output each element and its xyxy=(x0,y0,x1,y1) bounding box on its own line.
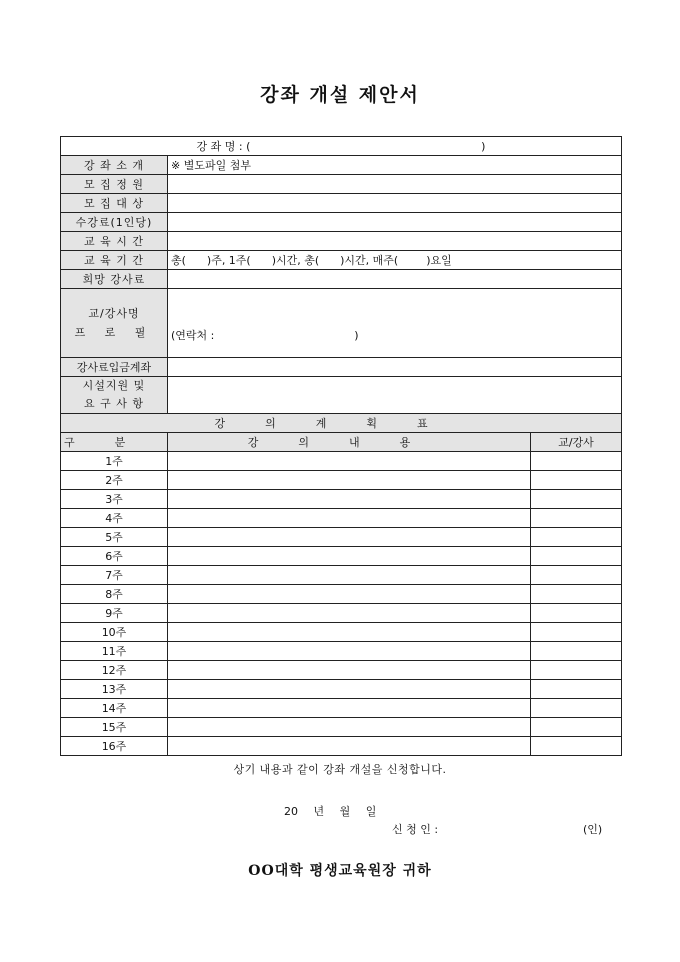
facility-value[interactable] xyxy=(168,377,622,414)
row-label: 강 좌 소 개 xyxy=(61,156,168,175)
week-label: 14주 xyxy=(61,699,168,718)
account-value[interactable] xyxy=(168,358,622,377)
week-content-cell[interactable] xyxy=(168,737,531,756)
week-content-cell[interactable] xyxy=(168,585,531,604)
plan-header-row xyxy=(61,433,622,452)
week-content-cell[interactable] xyxy=(168,547,531,566)
profile-label xyxy=(61,289,168,358)
profile-row xyxy=(61,289,622,358)
seal-label: (인) xyxy=(583,823,603,836)
week-instructor-cell[interactable] xyxy=(531,490,622,509)
date-line[interactable]: 20 년 월 일 xyxy=(284,805,377,818)
header-content-text: 강의내용 xyxy=(247,435,451,449)
week-instructor-cell[interactable] xyxy=(531,699,622,718)
plan-title-text: 강의계획표 xyxy=(214,416,468,430)
week-row xyxy=(61,642,622,661)
info-row xyxy=(61,232,622,251)
week-row xyxy=(61,585,622,604)
info-row xyxy=(61,156,622,175)
week-row xyxy=(61,509,622,528)
week-row xyxy=(61,490,622,509)
week-instructor-cell[interactable] xyxy=(531,452,622,471)
week-row xyxy=(61,661,622,680)
week-instructor-cell[interactable] xyxy=(531,585,622,604)
row-value[interactable]: 총( )주, 1주( )시간, 총( )시간, 매주( )요일 xyxy=(168,251,622,270)
week-label: 10주 xyxy=(61,623,168,642)
plan-title-row xyxy=(61,414,622,433)
contact-field[interactable]: (연락처 : ) xyxy=(171,329,359,342)
week-content-cell[interactable] xyxy=(168,623,531,642)
week-row xyxy=(61,699,622,718)
week-content-cell[interactable] xyxy=(168,699,531,718)
week-row xyxy=(61,452,622,471)
profile-label-line1: 교/강사명 xyxy=(88,307,140,320)
week-content-cell[interactable] xyxy=(168,661,531,680)
week-row xyxy=(61,737,622,756)
row-value[interactable] xyxy=(168,232,622,251)
week-label: 8주 xyxy=(61,585,168,604)
week-instructor-cell[interactable] xyxy=(531,661,622,680)
row-label: 교 육 시 간 xyxy=(61,232,168,251)
row-value[interactable] xyxy=(168,194,622,213)
account-row xyxy=(61,358,622,377)
info-row xyxy=(61,175,622,194)
account-label: 강사료입금계좌 xyxy=(61,358,168,377)
profile-label-line2: 프 로 필 xyxy=(74,326,154,339)
week-instructor-cell[interactable] xyxy=(531,604,622,623)
facility-label xyxy=(61,377,168,414)
week-content-cell[interactable] xyxy=(168,452,531,471)
week-label: 1주 xyxy=(61,452,168,471)
week-instructor-cell[interactable] xyxy=(531,737,622,756)
week-label: 4주 xyxy=(61,509,168,528)
info-row xyxy=(61,251,622,270)
week-content-cell[interactable] xyxy=(168,566,531,585)
week-row xyxy=(61,547,622,566)
row-value[interactable]: ※ 별도파일 첨부 xyxy=(168,156,622,175)
facility-label-line2: 요 구 사 항 xyxy=(84,397,144,410)
week-label: 15주 xyxy=(61,718,168,737)
header-division xyxy=(61,433,168,452)
info-row xyxy=(61,270,622,289)
week-label: 12주 xyxy=(61,661,168,680)
header-content xyxy=(168,433,531,452)
week-content-cell[interactable] xyxy=(168,528,531,547)
document-title: 강좌 개설 제안서 xyxy=(260,84,420,106)
week-content-cell[interactable] xyxy=(168,471,531,490)
week-label: 7주 xyxy=(61,566,168,585)
week-instructor-cell[interactable] xyxy=(531,680,622,699)
header-instructor: 교/강사 xyxy=(531,433,622,452)
week-content-cell[interactable] xyxy=(168,490,531,509)
week-row xyxy=(61,623,622,642)
week-content-cell[interactable] xyxy=(168,642,531,661)
week-row xyxy=(61,566,622,585)
row-label: 모 집 정 원 xyxy=(61,175,168,194)
facility-label-line1: 시설지원 및 xyxy=(82,379,146,392)
week-row xyxy=(61,471,622,490)
week-instructor-cell[interactable] xyxy=(531,509,622,528)
course-name-field[interactable]: 강 좌 명 : ( ) xyxy=(61,137,622,156)
week-label: 9주 xyxy=(61,604,168,623)
info-row xyxy=(61,194,622,213)
week-label: 13주 xyxy=(61,680,168,699)
facility-row xyxy=(61,377,622,414)
applicant-label[interactable]: 신 청 인 : xyxy=(392,823,439,836)
week-content-cell[interactable] xyxy=(168,680,531,699)
profile-value[interactable] xyxy=(168,289,622,358)
week-row xyxy=(61,604,622,623)
row-label: 희망 강사료 xyxy=(61,270,168,289)
info-row xyxy=(61,213,622,232)
week-content-cell[interactable] xyxy=(168,718,531,737)
row-value[interactable] xyxy=(168,270,622,289)
week-row xyxy=(61,528,622,547)
week-label: 2주 xyxy=(61,471,168,490)
row-value[interactable] xyxy=(168,175,622,194)
row-label: 모 집 대 상 xyxy=(61,194,168,213)
week-instructor-cell[interactable] xyxy=(531,547,622,566)
row-value[interactable] xyxy=(168,213,622,232)
week-content-cell[interactable] xyxy=(168,604,531,623)
week-instructor-cell[interactable] xyxy=(531,528,622,547)
week-instructor-cell[interactable] xyxy=(531,471,622,490)
week-label: 11주 xyxy=(61,642,168,661)
row-label: 수강료(1인당) xyxy=(61,213,168,232)
week-label: 3주 xyxy=(61,490,168,509)
week-content-cell[interactable] xyxy=(168,509,531,528)
addressee: OO대학 평생교육원장 귀하 xyxy=(248,863,432,879)
week-row xyxy=(61,680,622,699)
week-row xyxy=(61,718,622,737)
proposal-form-table xyxy=(60,136,622,756)
week-label: 5주 xyxy=(61,528,168,547)
week-instructor-cell[interactable] xyxy=(531,566,622,585)
application-statement: 상기 내용과 같이 강좌 개설을 신청합니다. xyxy=(233,763,447,776)
course-name-row xyxy=(61,137,622,156)
row-label: 교 육 기 간 xyxy=(61,251,168,270)
week-instructor-cell[interactable] xyxy=(531,642,622,661)
plan-title xyxy=(61,414,622,433)
week-label: 6주 xyxy=(61,547,168,566)
week-instructor-cell[interactable] xyxy=(531,623,622,642)
header-division-text: 구분 xyxy=(64,435,166,449)
week-instructor-cell[interactable] xyxy=(531,718,622,737)
week-label: 16주 xyxy=(61,737,168,756)
